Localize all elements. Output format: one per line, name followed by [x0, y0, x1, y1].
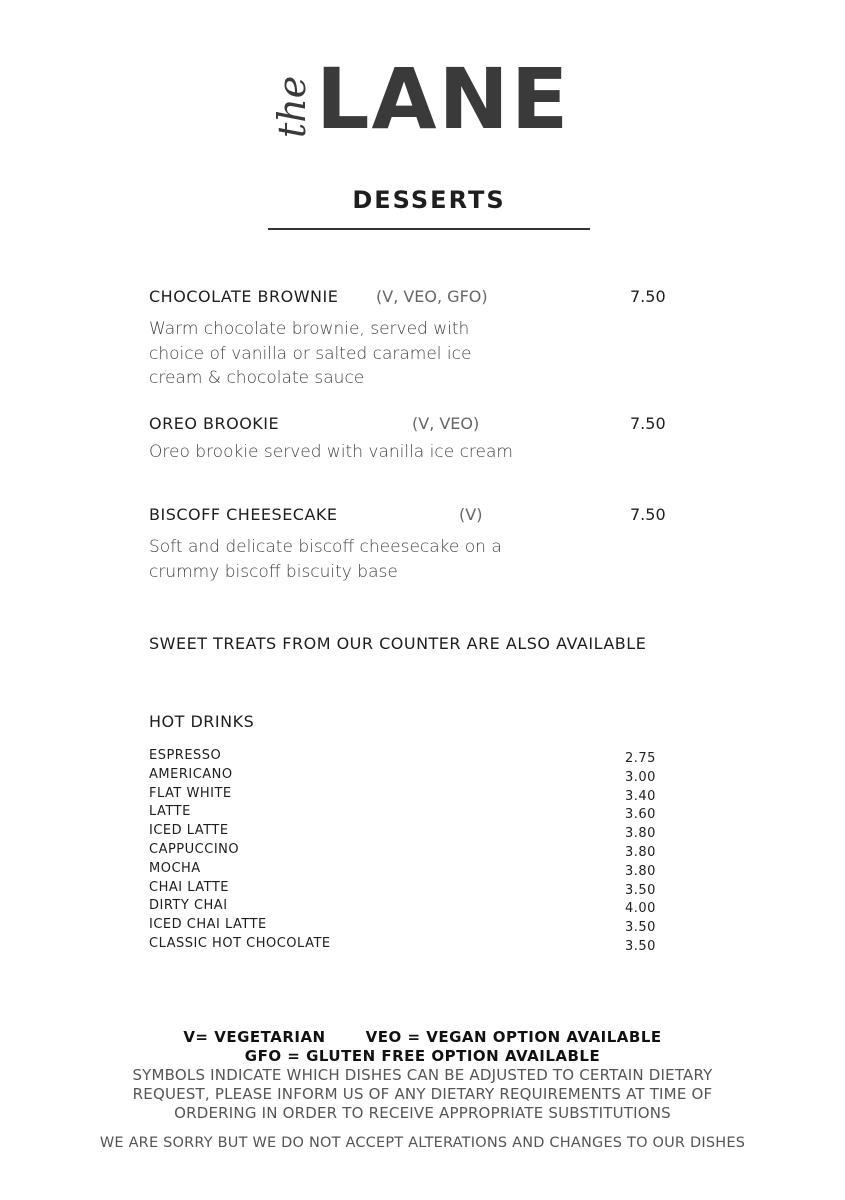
- drink-row: [149, 861, 669, 880]
- drink-name: DIRTY CHAI: [149, 898, 228, 914]
- drink-row: [149, 917, 669, 936]
- dessert-price: 7.50: [630, 505, 666, 524]
- restaurant-logo: [270, 50, 572, 148]
- drink-price: 3.50: [625, 938, 656, 954]
- drink-row: [149, 936, 669, 955]
- drink-row: [149, 880, 669, 899]
- drink-row: [149, 748, 669, 767]
- drink-row: [149, 767, 669, 786]
- logo-the: [272, 60, 312, 140]
- counter-note: SWEET TREATS FROM OUR COUNTER ARE ALSO AVAILABLE: [149, 634, 647, 653]
- drink-name: AMERICANO: [149, 766, 233, 782]
- logo-the-text: the: [270, 75, 314, 138]
- dessert-description: Warm chocolate brownie, served with choice of vanilla or salted caramel ice cream & chocolate sauce: [149, 319, 472, 388]
- legend-vegetarian: V= VEGETARIAN: [183, 1028, 326, 1046]
- drink-price: 3.00: [625, 769, 656, 785]
- drink-price: 2.75: [625, 751, 656, 766]
- drink-price: 4.00: [625, 901, 656, 917]
- dietary-note-line3: ORDERING IN ORDER TO RECEIVE APPROPRIATE SUBSTITUTIONS: [174, 1104, 671, 1122]
- drink-row: [149, 842, 669, 861]
- drink-row: [149, 823, 669, 842]
- drink-price: 3.50: [625, 882, 656, 898]
- dessert-description: Oreo brookie served with vanilla ice cream: [149, 442, 513, 462]
- drink-name: CLASSIC HOT CHOCOLATE: [149, 935, 331, 951]
- hot-drinks-list: [149, 748, 669, 955]
- drink-price: 3.80: [625, 844, 656, 860]
- dessert-price: 7.50: [630, 414, 666, 433]
- title-divider: [268, 228, 590, 230]
- drink-row: [149, 898, 669, 917]
- legend-gluten-free: GFO = GLUTEN FREE OPTION AVAILABLE: [244, 1047, 601, 1065]
- dessert-price: 7.50: [630, 287, 666, 306]
- drink-name: LATTE: [149, 804, 191, 820]
- dessert-name: BISCOFF CHEESECAKE: [149, 505, 338, 524]
- drink-name: CHAI LATTE: [149, 879, 230, 895]
- drink-price: 3.60: [625, 807, 656, 823]
- section-title: DESSERTS: [352, 186, 506, 214]
- dessert-diet-tags: (V, VEO, GFO): [376, 287, 488, 306]
- dessert-diet-tags: (V): [459, 505, 483, 524]
- alterations-note: WE ARE SORRY BUT WE DO NOT ACCEPT ALTERATIONS AND CHANGES TO OUR DISHES: [99, 1135, 746, 1151]
- dessert-name: CHOCOLATE BROWNIE: [149, 287, 339, 306]
- drink-price: 3.40: [625, 788, 656, 804]
- drink-row: [149, 804, 669, 823]
- drink-name: ESPRESSO: [149, 748, 222, 763]
- dessert-description: Soft and delicate biscoff cheesecake on a crummy biscoff biscuity base: [149, 537, 502, 582]
- dietary-note-line1: SYMBOLS INDICATE WHICH DISHES CAN BE ADJUSTED TO CERTAIN DIETARY: [132, 1066, 713, 1084]
- drink-name: ICED CHAI LATTE: [149, 917, 267, 933]
- logo-lane-text: LANE: [316, 50, 571, 148]
- hot-drinks-heading: HOT DRINKS: [149, 712, 255, 731]
- drink-price: 3.50: [625, 920, 656, 936]
- dessert-name: OREO BROOKIE: [149, 414, 280, 433]
- drink-name: ICED LATTE: [149, 823, 229, 839]
- drink-row: [149, 786, 669, 805]
- drink-price: 3.80: [625, 863, 656, 879]
- drink-name: MOCHA: [149, 860, 201, 876]
- dessert-diet-tags: (V, VEO): [412, 414, 480, 433]
- legend-vegan-option: VEO = VEGAN OPTION AVAILABLE: [365, 1028, 662, 1046]
- drink-name: FLAT WHITE: [149, 785, 232, 801]
- dietary-note-line2: REQUEST, PLEASE INFORM US OF ANY DIETARY REQUIREMENTS AT TIME OF: [132, 1085, 713, 1103]
- dietary-legend-line1: [0, 1028, 845, 1046]
- drink-price: 3.80: [625, 826, 656, 842]
- drink-name: CAPPUCCINO: [149, 841, 240, 857]
